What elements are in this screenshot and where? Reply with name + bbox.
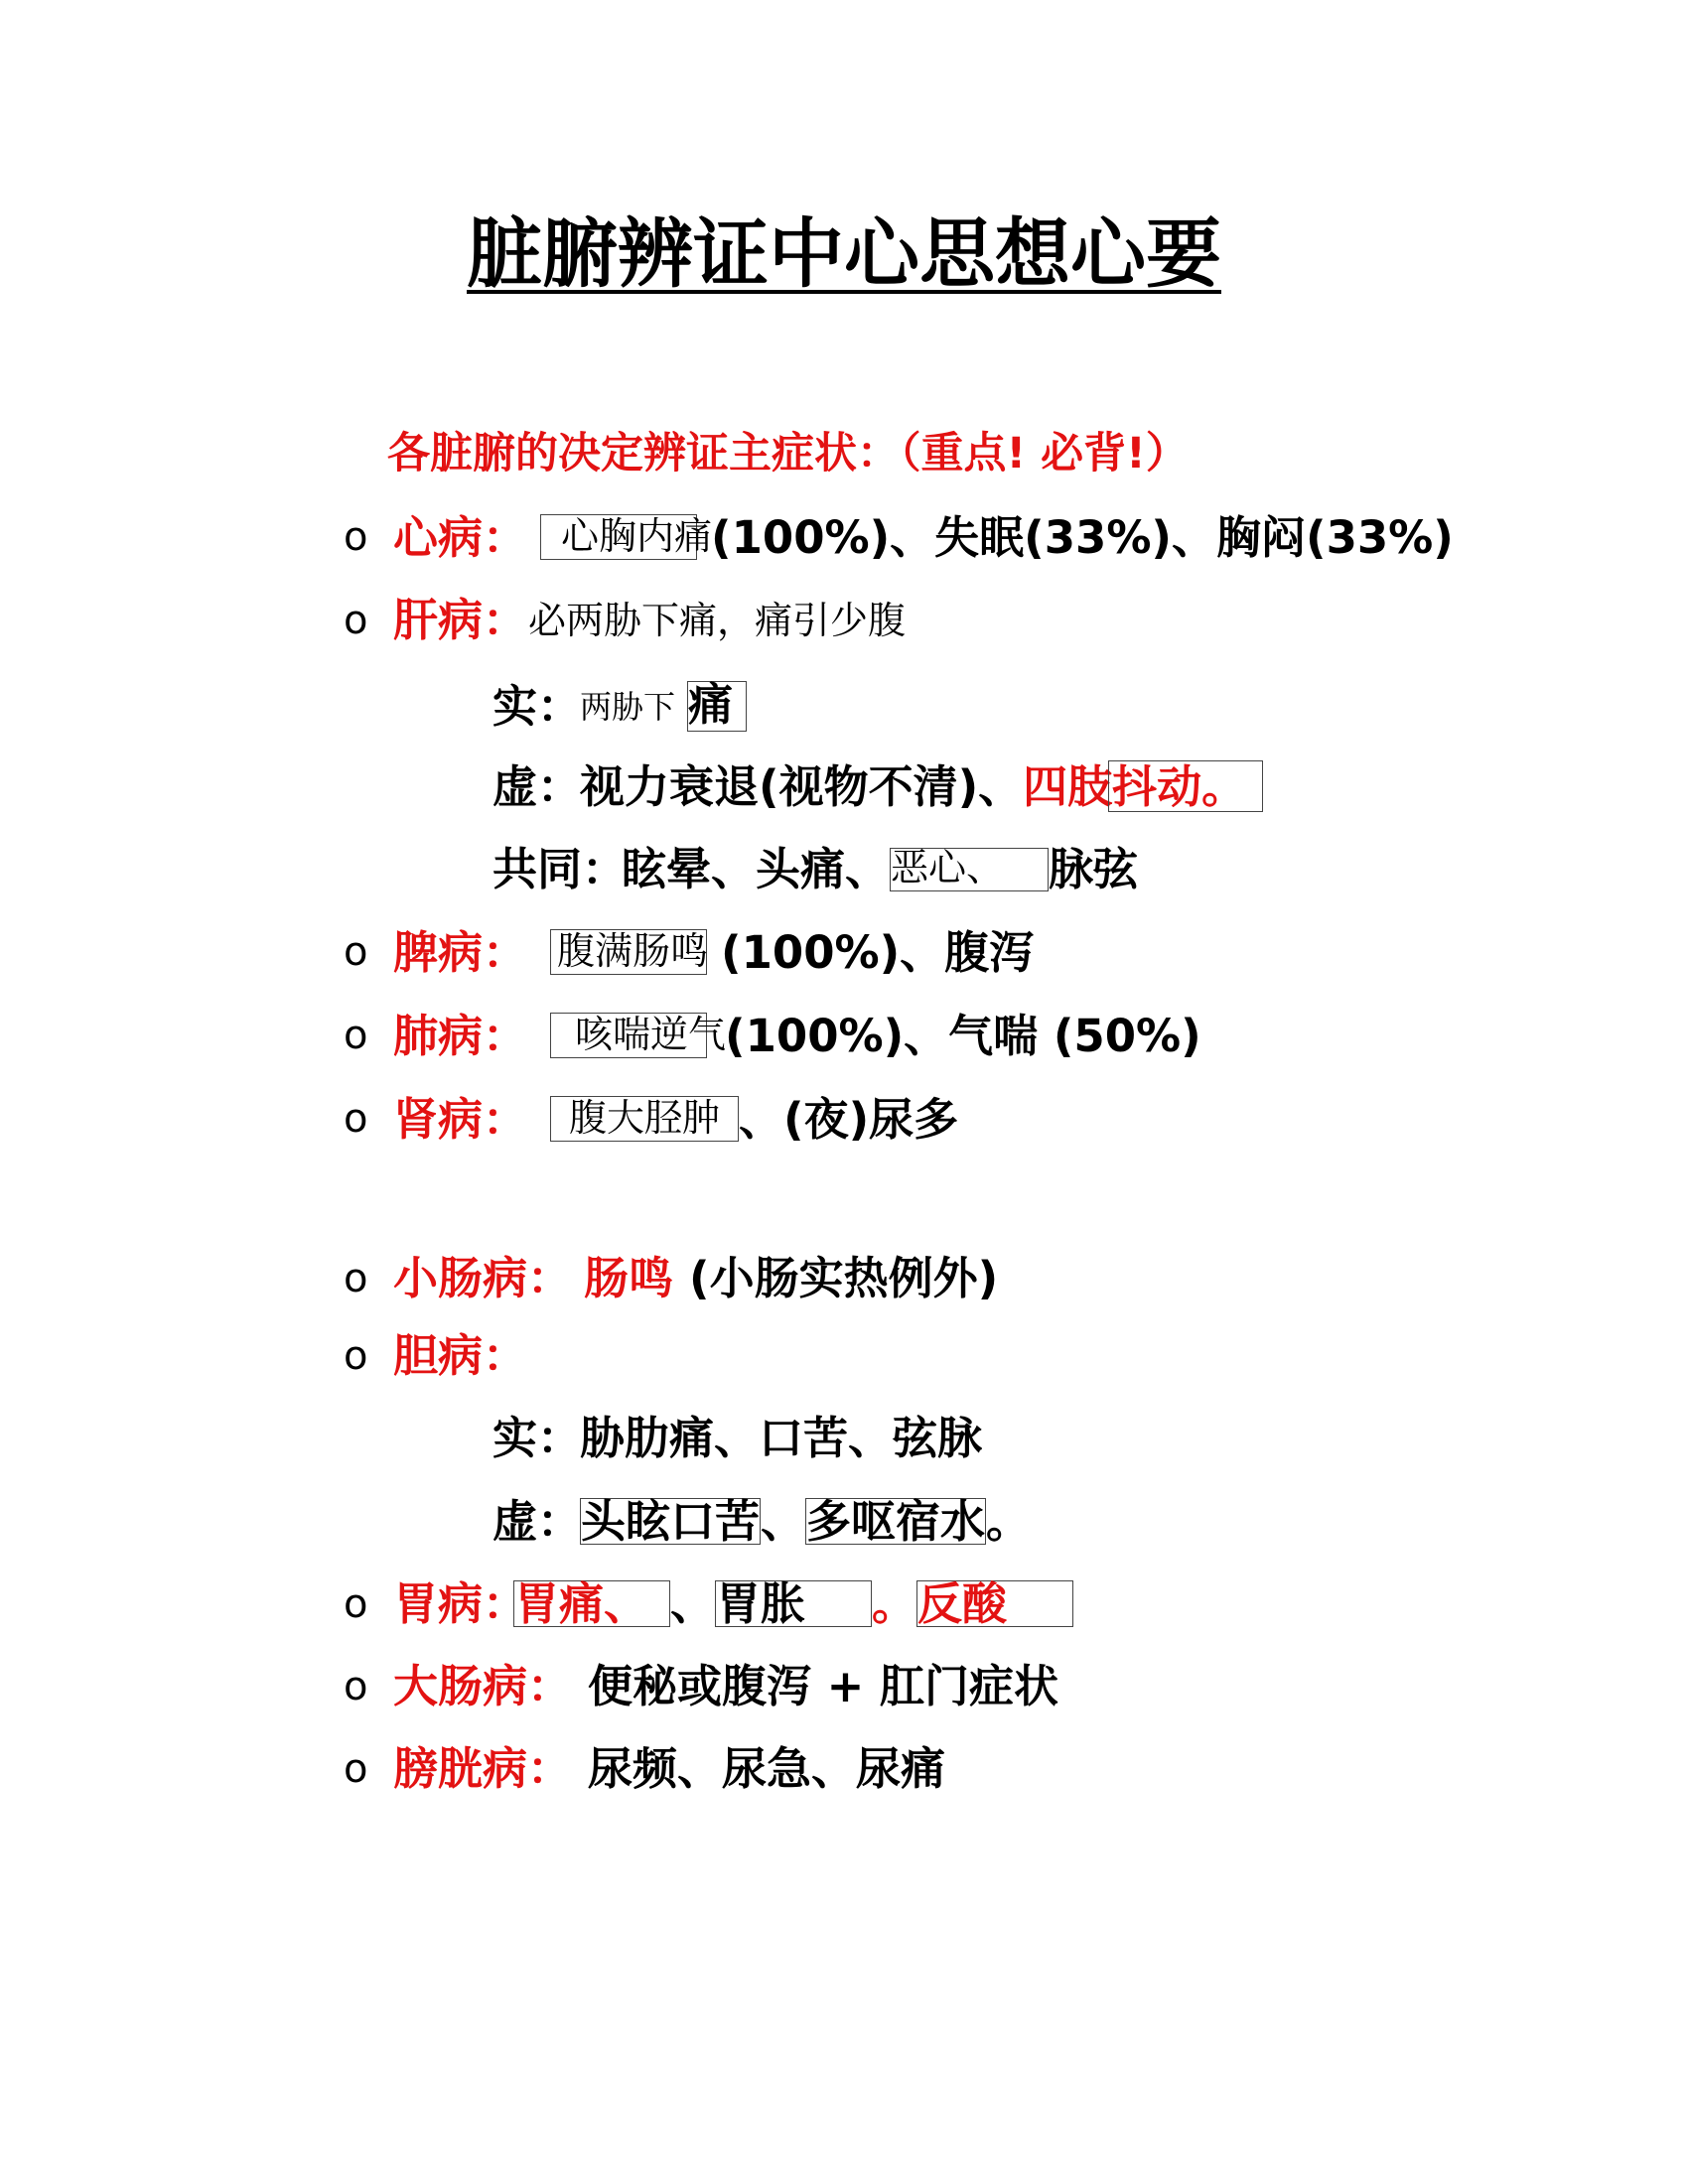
- bullet-icon: o: [344, 514, 368, 560]
- bullet-icon: o: [344, 1013, 368, 1058]
- bullet-icon: o: [344, 1096, 368, 1142]
- bullet-icon: o: [344, 1745, 368, 1792]
- bladder-text: 尿频、尿急、尿痛: [588, 1742, 946, 1795]
- gallbladder-xu-end: 。: [986, 1495, 1032, 1548]
- stomach-sep1: 、: [670, 1577, 716, 1630]
- lung-rest: (100%)、气喘 (50%): [725, 1009, 1201, 1062]
- stomach-row: [344, 1577, 1073, 1630]
- liver-shi-row: [492, 678, 747, 733]
- stomach-sep2: 。: [872, 1577, 917, 1630]
- lung-box: 咳喘逆气: [550, 1013, 707, 1058]
- gallbladder-row: [344, 1329, 528, 1382]
- liver-row: [344, 594, 907, 646]
- small-intestine-label: 小肠病：: [393, 1252, 573, 1304]
- heart-rest: (100%)、失眠(33%)、胸闷(33%): [711, 510, 1454, 564]
- heart-label: 心病：: [393, 510, 528, 564]
- liver-shi-label: 实：: [492, 680, 583, 733]
- liver-xu-red: 四肢抖动。: [1023, 760, 1247, 813]
- spleen-label: 脾病：: [393, 925, 528, 979]
- gallbladder-shi-row: [492, 1412, 983, 1464]
- stomach-box2: 胃胀: [715, 1580, 872, 1627]
- liver-common-text: 眩晕、头痛、: [622, 843, 891, 895]
- lung-row: [344, 1009, 1201, 1062]
- liver-common-box: 恶心、: [890, 848, 1049, 891]
- gallbladder-xu-sep: 、: [761, 1495, 806, 1548]
- liver-common-row: [492, 843, 1139, 895]
- small-intestine-row: [344, 1252, 999, 1304]
- large-intestine-label: 大肠病：: [393, 1660, 573, 1712]
- small-intestine-red: 肠鸣: [584, 1252, 674, 1304]
- small-intestine-rest: (小肠实热例外): [689, 1252, 999, 1304]
- bullet-icon: o: [344, 1663, 368, 1709]
- liver-shi-box: 痛: [687, 681, 747, 732]
- kidney-box: 腹大胫肿: [550, 1096, 739, 1142]
- bullet-icon: o: [344, 1255, 368, 1301]
- liver-label: 肝病：: [393, 594, 528, 646]
- kidney-label: 肾病：: [393, 1092, 528, 1146]
- bullet-icon: o: [344, 597, 368, 643]
- liver-common-rest: 脉弦: [1049, 843, 1139, 895]
- gallbladder-shi-text: 胁肋痛、口苦、弦脉: [580, 1412, 983, 1464]
- lung-label: 肺病：: [393, 1009, 528, 1062]
- gallbladder-xu-row: [492, 1495, 1032, 1548]
- liver-xu-text: 视力衰退(视物不清)、: [580, 760, 1024, 813]
- spleen-box: 腹满肠鸣: [550, 929, 707, 975]
- kidney-row: [344, 1092, 959, 1146]
- bladder-row: [344, 1742, 946, 1795]
- gallbladder-xu-box2: 多呕宿水: [806, 1495, 986, 1548]
- liver-xu-box: [1108, 760, 1263, 812]
- heart-box: 心胸内痛: [540, 514, 697, 560]
- gallbladder-shi-label: 实：: [492, 1412, 583, 1464]
- large-intestine-row: [344, 1660, 1059, 1712]
- section-heading: 各脏腑的决定辨证主症状：（重点! 必背!）: [387, 429, 1189, 478]
- stomach-label: 胃病：: [393, 1577, 528, 1630]
- page-title: 脏腑辨证中心思想心要: [467, 209, 1221, 298]
- spleen-row: [344, 925, 1035, 979]
- kidney-rest: 、(夜)尿多: [739, 1092, 959, 1146]
- bullet-icon: o: [344, 1332, 368, 1379]
- liver-common-label: 共同：: [492, 843, 628, 895]
- bullet-icon: o: [344, 1580, 368, 1627]
- heart-row: [344, 510, 1454, 564]
- bullet-icon: o: [344, 929, 368, 975]
- gallbladder-xu-box1: 头眩口苦: [581, 1495, 761, 1548]
- stomach-box1: 胃痛、: [513, 1580, 670, 1627]
- spleen-rest: (100%)、腹泻: [721, 925, 1035, 979]
- bladder-label: 膀胱病：: [393, 1742, 573, 1795]
- large-intestine-text: 便秘或腹泻 + 肛门症状: [588, 1660, 1059, 1712]
- liver-shi-text: 两胁下: [580, 687, 676, 726]
- stomach-box3: 反酸: [916, 1580, 1073, 1627]
- liver-xu-label: 虚：: [492, 760, 583, 813]
- gallbladder-label: 胆病：: [393, 1329, 528, 1382]
- gallbladder-xu-label: 虚：: [492, 1495, 583, 1548]
- liver-text: 必两胁下痛，痛引少腹: [528, 598, 907, 642]
